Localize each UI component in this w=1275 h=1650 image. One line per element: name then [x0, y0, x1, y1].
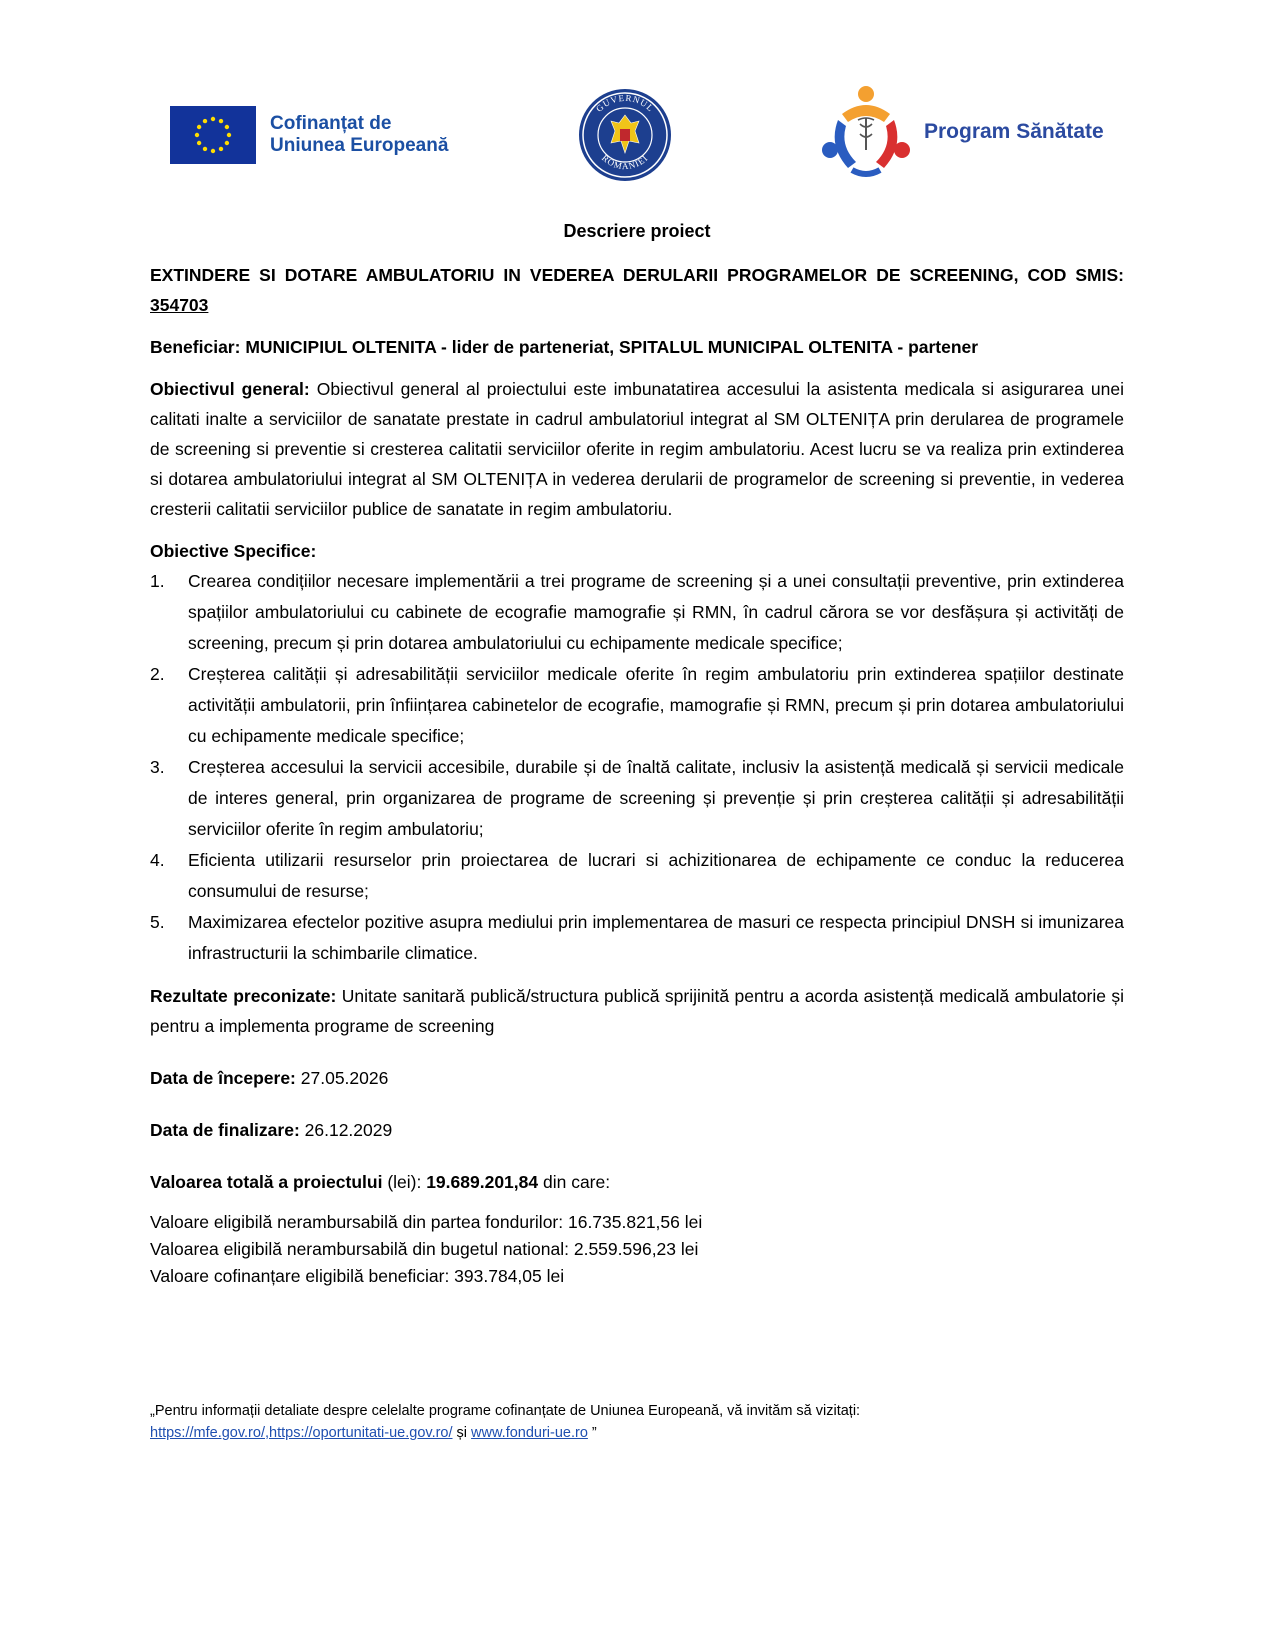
project-name	[150, 260, 1124, 320]
expected-results	[150, 981, 1124, 1041]
eu-logo-line2: Uniunea Europeană	[270, 135, 449, 156]
eu-cofinancing-logo	[170, 106, 448, 164]
total-value-unit: (lei):	[382, 1172, 427, 1192]
footer-intro: „Pentru informații detaliate despre celelalte programe cofinanțate de Uniunea Europeană, vă invităm să vizitați:	[150, 1403, 861, 1419]
start-date-label: Data de începere:	[150, 1068, 296, 1088]
list-item-text: Creșterea calității și adresabilității serviciilor medicale oferite în regim ambulatoriu prin extinderea spațiilor destinate activității ambulatorii, prin înființarea cabinetelor de ecografie, mamografie și RMN, precum și prin dotarea ambulatoriului cu echipamente medicale specifice;	[188, 664, 1124, 746]
total-value	[150, 1167, 1124, 1197]
mfe-link[interactable]: https://mfe.gov.ro/	[150, 1425, 265, 1441]
beneficiary-value: MUNICIPIUL OLTENITA - lider de parteneriat, SPITALUL MUNICIPAL OLTENITA - partener	[245, 337, 979, 357]
svg-text:GUVERNUL: GUVERNUL	[594, 92, 657, 114]
fonduri-ue-link[interactable]: www.fonduri-ue.ro	[471, 1425, 588, 1441]
beneficiary	[150, 332, 1124, 362]
start-date	[150, 1063, 1124, 1093]
smis-code: 354703	[150, 295, 209, 315]
end-date-value: 26.12.2029	[299, 1120, 393, 1140]
program-logo-text: Program Sănătate	[924, 120, 1104, 143]
list-item-number: 2.	[150, 664, 165, 684]
list-item	[150, 907, 1124, 969]
document-title: Descriere proiect	[563, 221, 711, 241]
svg-text:ROMÂNIEI: ROMÂNIEI	[599, 152, 651, 172]
general-objective-label: Obiectivul general:	[150, 379, 310, 399]
value-breakdown-line: Valoarea eligibilă nerambursabilă din bugetul national: 2.559.596,23 lei	[150, 1239, 699, 1259]
footer-links	[150, 1422, 1124, 1444]
end-date	[150, 1115, 1124, 1145]
footer-connector: și	[452, 1425, 472, 1441]
list-item-text: Creșterea accesului la servicii accesibile, durabile și de înaltă calitate, inclusiv la asistență medicală și servicii medicale de interes general, prin organizarea de programe de screening și prevenție și prin creșterea calității și adresabilității serviciilor oferite în regim ambulatoriu;	[188, 757, 1124, 839]
value-breakdown-line: Valoare cofinanțare eligibilă beneficiar: 393.784,05 lei	[150, 1266, 565, 1286]
list-item-number: 1.	[150, 571, 165, 591]
expected-results-label: Rezultate preconizate:	[150, 986, 337, 1006]
header-logos	[0, 80, 1275, 190]
list-item	[150, 845, 1124, 907]
list-item-text: Maximizarea efectelor pozitive asupra mediului prin implementarea de masuri ce respecta principiul DNSH si imunizarea infrastructurii la schimbarile climatice.	[188, 912, 1124, 963]
total-value-amount: 19.689.201,84	[426, 1172, 539, 1192]
list-item-number: 4.	[150, 850, 165, 870]
eu-logo-line1: Cofinanțat de	[270, 113, 392, 134]
footer-closing: ”	[587, 1425, 597, 1441]
specific-objectives-heading: Obiective Specifice:	[150, 541, 317, 561]
project-description-document	[150, 216, 1124, 1290]
romanian-government-seal	[575, 85, 675, 185]
expected-results-text: Unitate sanitară publică/structura publică sprijinită pentru a acorda asistență medicală ambulatorie și pentru a implementa programe de screening	[150, 986, 1125, 1036]
list-item-number: 3.	[150, 757, 165, 777]
eu-logo-text	[270, 113, 448, 157]
program-sanatate-logo	[818, 84, 1104, 180]
specific-objectives-list	[150, 566, 1124, 969]
oportunitati-link[interactable]: ,https://oportunitati-ue.gov.ro/	[264, 1425, 453, 1441]
list-item-text: Eficienta utilizarii resurselor prin proiectarea de lucrari si achizitionarea de echipamente ce conduc la reducerea consumului de resurse;	[188, 850, 1124, 901]
list-item-number: 5.	[150, 912, 165, 932]
list-item-text: Crearea condițiilor necesare implementării a trei programe de screening și a unei consultații preventive, prin extinderea spațiilor ambulatoriului cu cabinete de ecografie mamografie și RMN, în cadrul cărora se vor desfășura și activități de screening, precum și prin dotarea ambulatoriului cu echipamente medicale specifice;	[188, 571, 1124, 653]
list-item	[150, 566, 1124, 659]
general-objective-text: Obiectivul general al proiectului este imbunatatirea accesului la asistenta medicala si asigurarea unei calitati inalte a serviciilor de sanatate prestate in cadrul ambulatoriul integrat al SM OLTENIȚA prin derularea de programele de screening si preventie si cresterea calitatii serviciilor oferite in regim ambulatoriu. Acest lucru se va realiza prin extinderea si dotarea ambulatoriului integrat al SM OLTENIȚA in vederea derularii de programelor de screening si preventie, in vederea cresterii calitatii serviciilor publice de sanatate in regim ambulatoriu.	[150, 379, 1124, 519]
program-people-circle-icon	[818, 84, 914, 180]
project-name-text: EXTINDERE SI DOTARE AMBULATORIU IN VEDEREA DERULARII PROGRAMELOR DE SCREENING, COD SMIS:	[150, 265, 1124, 285]
government-seal-icon	[575, 85, 675, 185]
total-value-suffix: din care:	[538, 1172, 611, 1192]
general-objective	[150, 374, 1124, 524]
start-date-value: 27.05.2026	[295, 1068, 389, 1088]
list-item	[150, 659, 1124, 752]
end-date-label: Data de finalizare:	[150, 1120, 300, 1140]
beneficiary-label: Beneficiar:	[150, 337, 246, 357]
value-breakdown	[150, 1209, 1124, 1290]
value-breakdown-line: Valoare eligibilă nerambursabilă din partea fondurilor: 16.735.821,56 lei	[150, 1212, 703, 1232]
total-value-label: Valoarea totală a proiectului	[150, 1172, 383, 1192]
footer-note	[150, 1400, 1124, 1444]
eu-flag-icon	[170, 106, 256, 164]
list-item	[150, 752, 1124, 845]
